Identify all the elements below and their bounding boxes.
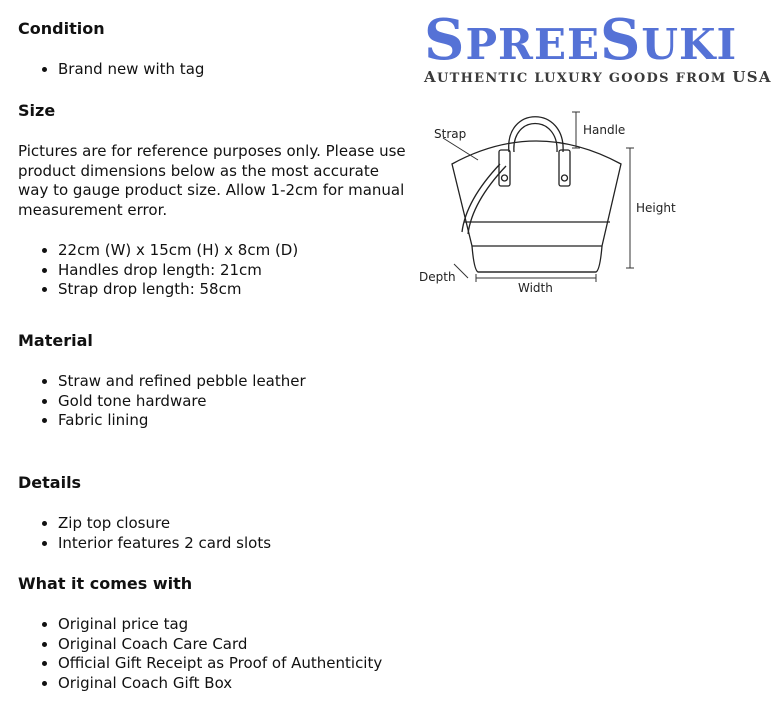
list-item: • Official Gift Receipt as Proof of Authenticity [58, 654, 382, 674]
comes-with-heading: What it comes with [18, 574, 193, 593]
details-heading: Details [18, 473, 82, 492]
list-item: • 22cm (W) x 15cm (H) x 8cm (D) [58, 241, 298, 261]
width-label: Width [518, 281, 553, 295]
dimension-lines [443, 112, 634, 282]
bag-dimension-diagram [416, 100, 696, 300]
comes-with-list [18, 615, 382, 693]
details-list [18, 514, 271, 553]
handbag-icon [452, 117, 621, 272]
list-item: • Gold tone hardware [58, 392, 306, 412]
list-item: • Interior features 2 card slots [58, 534, 271, 554]
list-item: • Fabric lining [58, 411, 306, 431]
depth-label: Depth [419, 270, 456, 284]
size-heading: Size [18, 101, 56, 120]
handle-label: Handle [583, 123, 626, 137]
list-item: • Original price tag [58, 615, 382, 635]
list-item: • Strap drop length: 58cm [58, 280, 298, 300]
list-item: • Straw and refined pebble leather [58, 372, 306, 392]
list-item: • Original Coach Care Card [58, 635, 382, 655]
list-item: • Zip top closure [58, 514, 271, 534]
brand-name: SPREESUKI [424, 7, 738, 73]
strap-label: Strap [434, 127, 467, 141]
size-paragraph: Pictures are for reference purposes only. Please use product dimensions below as the most accurate way to gauge product size. Allow 1-2cm for manual measurement error. [18, 142, 406, 219]
condition-heading: Condition [18, 19, 105, 38]
spreesuki-logo [424, 7, 772, 86]
list-item: • Original Coach Gift Box [58, 674, 382, 694]
condition-list [18, 60, 204, 80]
material-list [18, 372, 306, 431]
height-label: Height [636, 201, 676, 215]
list-item: • Brand new with tag [58, 60, 204, 80]
material-heading: Material [18, 331, 93, 350]
list-item: • Handles drop length: 21cm [58, 261, 298, 281]
brand-tagline: AUTHENTIC LUXURY GOODS FROM USA [424, 68, 772, 86]
size-list [18, 241, 298, 300]
